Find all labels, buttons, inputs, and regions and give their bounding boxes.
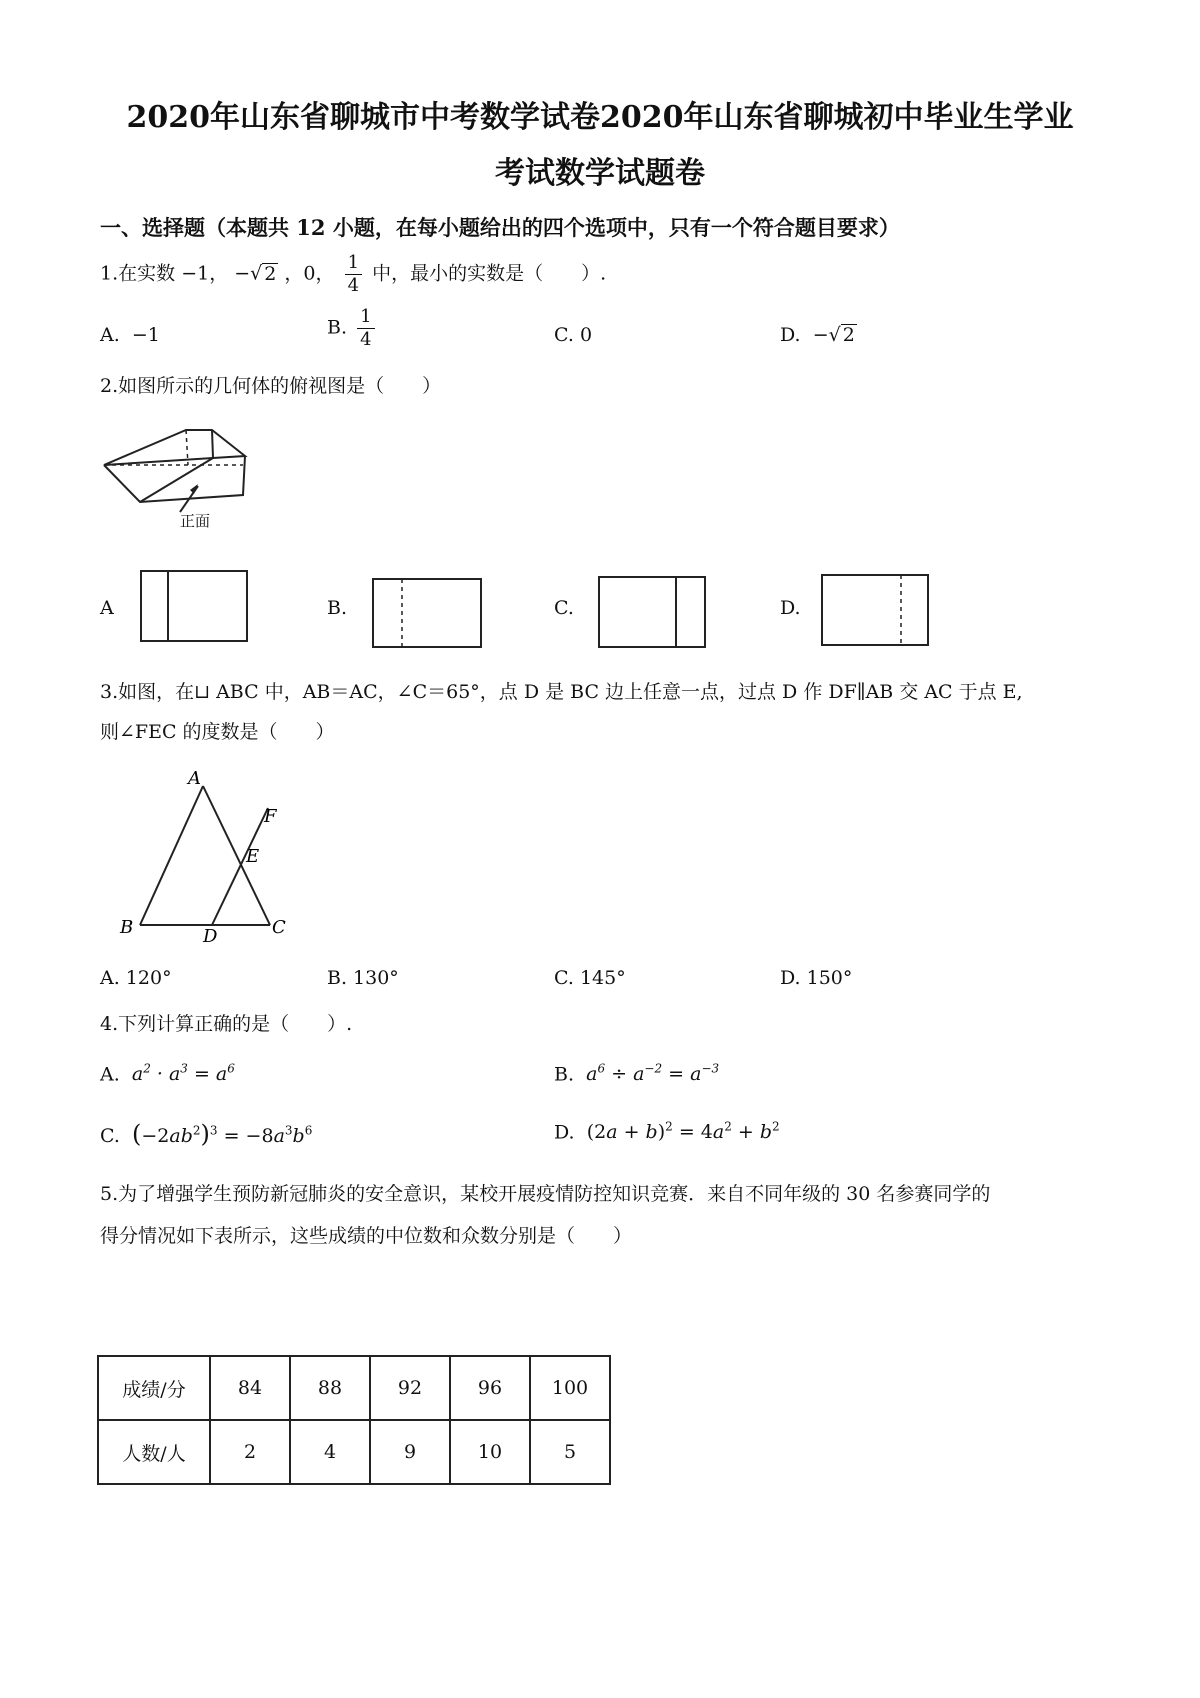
q1-option-c[interactable]: C. 0 (554, 324, 593, 346)
table-cell: 5 (530, 1420, 610, 1484)
table-cell: 2 (210, 1420, 290, 1484)
table-row (98, 1420, 610, 1484)
q4-option-a[interactable] (100, 1062, 235, 1085)
q4-opt-b-label: B. (554, 1063, 575, 1086)
q1-opt-b-den: 4 (360, 329, 372, 350)
q1-suffix: 中，最小的实数是（ ）. (372, 262, 607, 285)
q2-solid-figure (100, 420, 280, 540)
q4-opt-d-label: D. (554, 1121, 575, 1144)
q1-opt-a-label: A. (100, 324, 120, 346)
q3-option-c[interactable]: C. 145° (554, 967, 626, 989)
q1-opt-b-num: 1 (357, 306, 374, 329)
q2-option-b-label[interactable]: B. (327, 597, 348, 619)
q1-opt-b-fraction (357, 306, 374, 351)
q3-option-a[interactable]: A. 120° (100, 967, 172, 989)
q3-point-d: D (203, 926, 218, 947)
question-3-line1: 3.如图，在⊔ ABC 中，AB＝AC，∠C＝65°，点 D 是 BC 边上任意一点，过点 D 作 DF∥AB 交 AC 于点 E, (100, 681, 1023, 703)
q1-sqrt-sign: − (234, 262, 251, 285)
q1-prefix: 1.在实数 (100, 262, 176, 285)
question-1 (100, 252, 606, 297)
table-cell: 9 (370, 1420, 450, 1484)
q4-option-c[interactable] (100, 1120, 312, 1148)
q1-opt-b-label: B. (327, 316, 348, 339)
q1-opt-d-label: D. (780, 324, 801, 346)
q2-option-b-figure[interactable] (372, 578, 484, 650)
q4-opt-d-expression: $(2a + b)^2 = 4a^2 + b^2$ (586, 1120, 780, 1144)
page-title-line2: 考试数学试题卷 (495, 156, 705, 191)
table-cell: 4 (290, 1420, 370, 1484)
question-4: 4.下列计算正确的是（ ）. (100, 1013, 353, 1035)
q1-option-a[interactable] (100, 324, 160, 346)
q1-sqrt-value: 2 (264, 262, 277, 285)
q1-opt-a-value: −1 (131, 324, 160, 346)
question-2: 2.如图所示的几何体的俯视图是（ ） (100, 375, 442, 397)
section-heading: 一、选择题（本题共 12 小题，在每小题给出的四个选项中，只有一个符合题目要求） (100, 215, 900, 240)
q4-opt-c-expression: $(-2ab^2)^3 = -8a^3b^6$ (132, 1120, 313, 1148)
q1-opt-d-value: 2 (842, 324, 855, 346)
question-5-line1: 5.为了增强学生预防新冠肺炎的安全意识，某校开展疫情防控知识竞赛．来自不同年级的 30 名参赛同学的 (100, 1183, 991, 1205)
q4-opt-a-label: A. (100, 1063, 120, 1086)
table-cell: 96 (450, 1356, 530, 1420)
q3-point-a: A (188, 768, 201, 789)
q4-option-b[interactable] (554, 1062, 719, 1085)
score-table (97, 1355, 611, 1485)
q2-option-d-label[interactable]: D. (780, 597, 801, 619)
q1-option-d[interactable] (780, 324, 857, 346)
q2-option-a-label[interactable]: A (100, 597, 114, 619)
q1-term2: ，0， (284, 262, 335, 285)
q3-point-b: B (120, 917, 134, 938)
q2-option-c-label[interactable]: C. (554, 597, 574, 619)
q1-opt-d-sqrt-symbol: √ (828, 324, 841, 346)
q3-option-d[interactable]: D. 150° (780, 967, 853, 989)
q1-option-b[interactable] (327, 306, 379, 351)
page-title-line1: 2020年山东省聊城市中考数学试卷2020年山东省聊城初中毕业生学业 (126, 100, 1074, 135)
q1-sqrt-symbol: √ (250, 262, 263, 285)
table-cell: 84 (210, 1356, 290, 1420)
q1-frac-num: 1 (345, 252, 362, 275)
q2-option-a-figure[interactable] (140, 570, 250, 645)
q2-front-label: 正面 (180, 512, 211, 530)
q3-point-e: E (246, 846, 260, 867)
table-cell: 92 (370, 1356, 450, 1420)
table-cell: 100 (530, 1356, 610, 1420)
q4-opt-a-expression: $a^2 \cdot a^3 = a^6$ (131, 1062, 235, 1086)
q4-opt-b-expression: $a^6 \div a^{-2} = a^{-3}$ (586, 1062, 720, 1086)
q3-option-b[interactable]: B. 130° (327, 967, 399, 989)
q2-option-d-figure[interactable] (821, 574, 931, 648)
q1-frac-den: 4 (347, 275, 360, 296)
question-3-line2: 则∠FEC 的度数是（ ） (100, 721, 335, 743)
table-row (98, 1356, 610, 1420)
q1-term1: −1， (181, 262, 229, 285)
q4-opt-c-label: C. (100, 1125, 120, 1147)
q4-option-d[interactable] (554, 1120, 780, 1143)
table-cell: 人数/人 (98, 1420, 210, 1484)
table-cell: 10 (450, 1420, 530, 1484)
q3-point-f: F (264, 806, 277, 827)
q1-opt-d-sign: − (812, 324, 829, 346)
q3-triangle-figure (110, 770, 310, 950)
question-5-line2: 得分情况如下表所示，这些成绩的中位数和众数分别是（ ） (100, 1225, 633, 1247)
q2-option-c-figure[interactable] (598, 576, 708, 650)
q1-fraction (345, 252, 362, 297)
table-cell: 成绩/分 (98, 1356, 210, 1420)
table-cell: 88 (290, 1356, 370, 1420)
q3-point-c: C (272, 917, 286, 938)
